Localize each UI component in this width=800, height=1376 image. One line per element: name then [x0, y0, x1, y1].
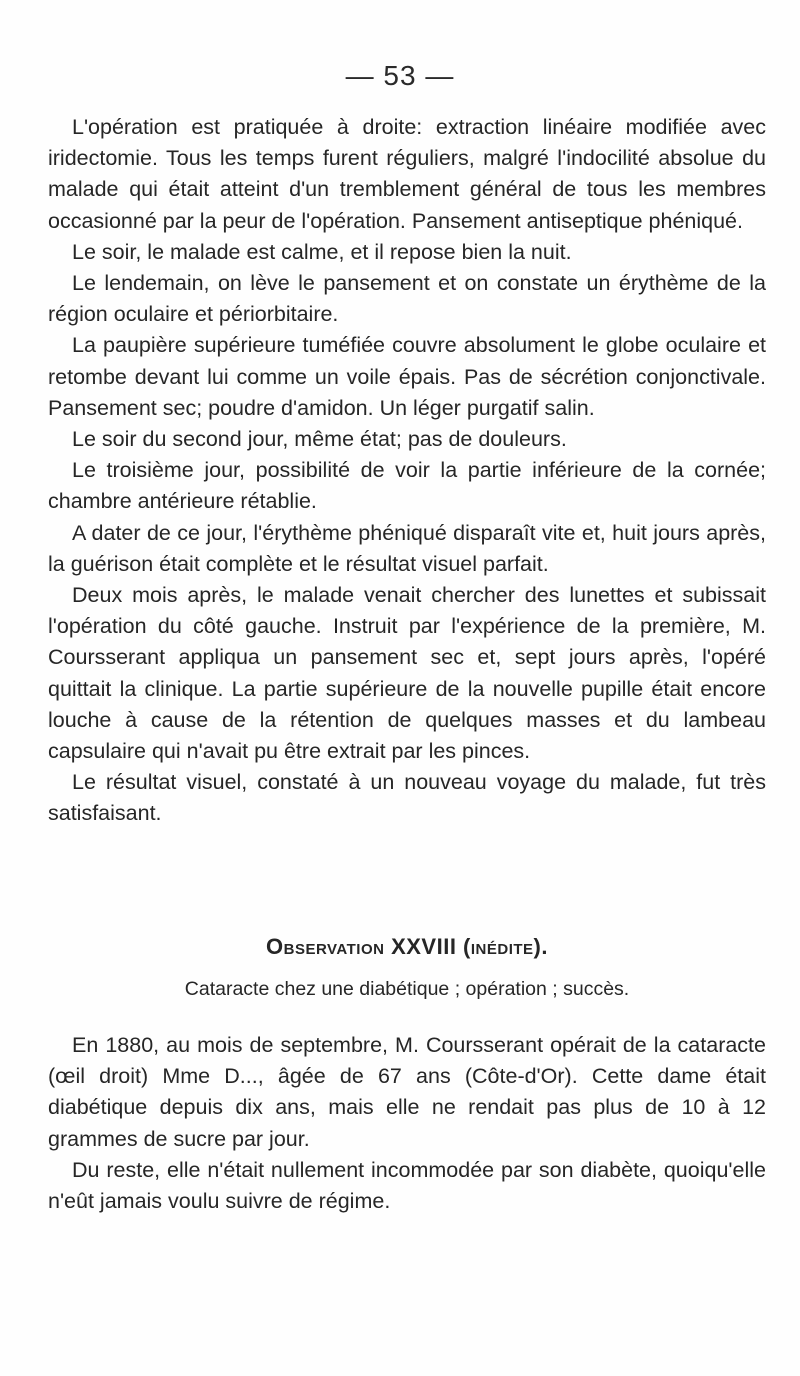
paragraph: En 1880, au mois de septembre, M. Coursserant opérait de la cataracte (œil droit) Mme D..., âgée de 67 ans (Côte-d'Or). Cette dame était diabétique depuis dix ans, mais elle ne rendait pas plus de 10 à 12 grammes de sucre par jour. — [48, 1033, 766, 1151]
paragraph: Le soir du second jour, même état; pas de douleurs. — [72, 427, 567, 452]
paragraph: Deux mois après, le malade venait chercher des lunettes et subissait l'opération du côté gauche. Instruit par l'expérience de la première, M. Coursserant appliqua un pansement sec et, sept jours après, l'opéré quittait la clinique. La partie supérieure de la nouvelle pupille était encore louche à cause de la rétention de quelques masses et du lambeau capsulaire qui n'avait pu être extrait par les pinces. — [48, 583, 766, 764]
paragraph: Le soir, le malade est calme, et il repose bien la nuit. — [72, 239, 572, 264]
paragraph: L'opération est pratiquée à droite: extraction linéaire modifiée avec iridectomie. Tous les temps furent réguliers, malgré l'indocilité absolue du malade qui était atteint d'un tremblement général de tous les membres occasionné par la peur de l'opération. Pansement antiseptique phéniqué. — [48, 115, 766, 233]
observation-section — [48, 932, 766, 1217]
main-text — [48, 112, 766, 830]
paragraph: Du reste, elle n'était nullement incommodée par son diabète, quoiqu'elle n'eût jamais voulu suivre de régime. — [48, 1157, 766, 1214]
page-number: — 53 — — [345, 60, 455, 91]
paragraph: A dater de ce jour, l'érythème phéniqué disparaît vite et, huit jours après, la guérison était complète et le résultat visuel parfait. — [48, 520, 766, 576]
paragraph: Le résultat visuel, constaté à un nouveau voyage du malade, fut très satisfaisant. — [48, 770, 766, 826]
paragraph: Le lendemain, on lève le pansement et on constate un érythème de la région oculaire et périorbitaire. — [48, 271, 766, 327]
observation-subtitle: Cataracte chez une diabétique ; opération ; succès. — [184, 978, 630, 1000]
observation-text — [48, 1030, 766, 1217]
paragraph: La paupière supérieure tuméfiée couvre absolument le globe oculaire et retombe devant lui comme un voile épais. Pas de sécrétion conjonctivale. Pansement sec; poudre d'amidon. Un léger purgatif salin. — [48, 333, 766, 420]
paragraph: Le troisième jour, possibilité de voir la partie inférieure de la cornée; chambre antérieure rétablie. — [48, 458, 766, 514]
observation-title: Observation XXVIII (inédite). — [266, 934, 548, 959]
